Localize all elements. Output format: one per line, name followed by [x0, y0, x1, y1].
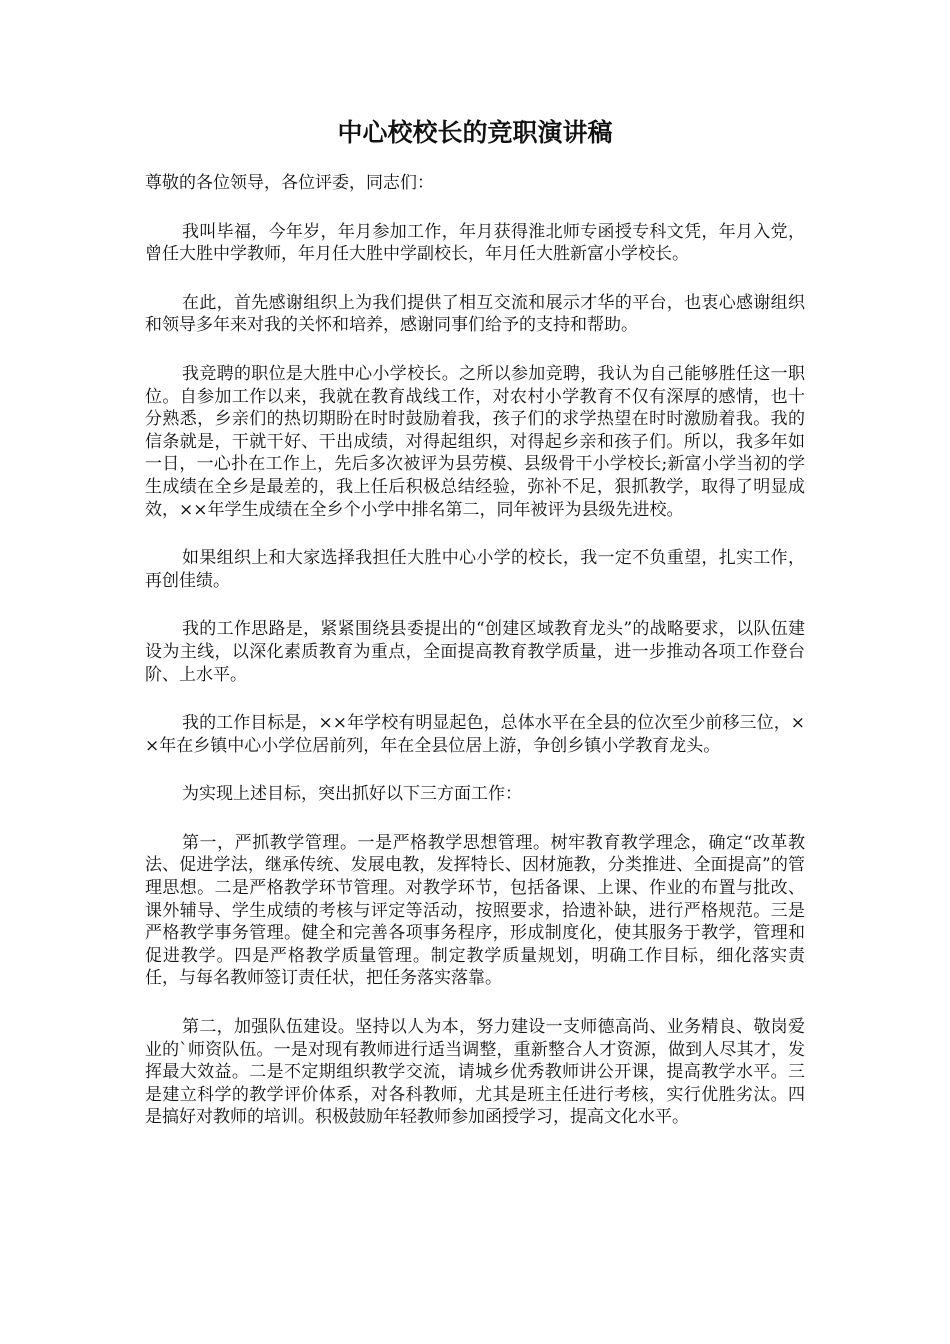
paragraph-work-approach: 我的工作思路是，紧紧围绕县委提出的“创建区域教育龙头”的战略要求，以队伍建设为主线，以深化素质教育为重点，全面提高教育教学质量，进一步推动各项工作登台阶、上水平。 [145, 619, 805, 685]
paragraph-position: 我竞聘的职位是大胜中心小学校长。之所以参加竞聘，我认为自己能够胜任这一职位。自参加工作以来，我就在教育战线工作，对农村小学教育不仅有深厚的感情，也十分熟悉，乡亲们的热切期盼在时时鼓励着我，孩子们的求学热望在时时激励着我。我的信条就是，干就干好、干出成绩，对得起组织，对得起乡亲和孩子们。所以，我多年如一日，一心扑在工作上，先后多次被评为县劳模、县级骨干小学校长;新富小学当初的学生成绩在全乡是最差的，我上任后积极总结经验，弥补不足，狠抓教学，取得了明显成效，××年学生成绩在全乡个小学中排名第二，同年被评为县级先进校。 [145, 363, 805, 520]
paragraph-three-tasks: 为实现上述目标，突出抓好以下三方面工作： [182, 784, 522, 805]
paragraph-introduction: 我叫毕福，今年岁，年月参加工作，年月获得淮北师专函授专科文凭，年月入党，曾任大胜中学教师，年月任大胜中学副校长，年月任大胜新富小学校长。 [145, 221, 805, 265]
paragraph-team-building: 第二，加强队伍建设。坚持以人为本，努力建设一支师德高尚、业务精良、敬岗爱业的`师资队伍。一是对现有教师进行适当调整，重新整合人才资源，做到人尽其才，发挥最大效益。二是不定期组织教学交流，请城乡优秀教师讲公开课，提高教学水平。三是建立科学的教学评价体系，对各科教师，尤其是班主任进行考核，实行优胜劣汰。四是搞好对教师的培训。积极鼓励年轻教师参加函授学习，提高文化水平。 [145, 1017, 805, 1128]
salutation: 尊敬的各位领导，各位评委，同志们： [145, 173, 434, 193]
paragraph-thanks: 在此，首先感谢组织上为我们提供了相互交流和展示才华的平台，也衷心感谢组织和领导多年来对我的关怀和培养，感谢同事们给予的支持和帮助。 [145, 292, 805, 336]
paragraph-work-goals: 我的工作目标是，××年学校有明显起色，总体水平在全县的位次至少前移三位，××年在乡镇中心小学位居前列，年在全县位居上游，争创乡镇小学教育龙头。 [145, 713, 805, 756]
document-body [145, 172, 805, 1155]
document-title: 中心校校长的竞职演讲稿 [337, 118, 613, 147]
paragraph-commitment: 如果组织上和大家选择我担任大胜中心小学的校长，我一定不负重望，扎实工作，再创佳绩。 [145, 548, 805, 591]
paragraph-teaching-management: 第一，严抓教学管理。一是严格教学思想管理。树牢教育教学理念，确定“改革教法、促进学法，继承传统、发展电教，发挥特长、因材施教，分类推进、全面提高”的管理思想。二是严格教学环节管理。对教学环节，包括备课、上课、作业的布置与批改、课外辅导、学生成绩的考核与评定等活动，按照要求，拾遗补缺，进行严格规范。三是严格教学事务管理。健全和完善各项事务程序，形成制度化，使其服务于教学，管理和促进教学。四是严格教学质量管理。制定教学质量规划，明确工作目标，细化落实责任，与每名教师签订责任状，把任务落实落靠。 [145, 832, 805, 989]
